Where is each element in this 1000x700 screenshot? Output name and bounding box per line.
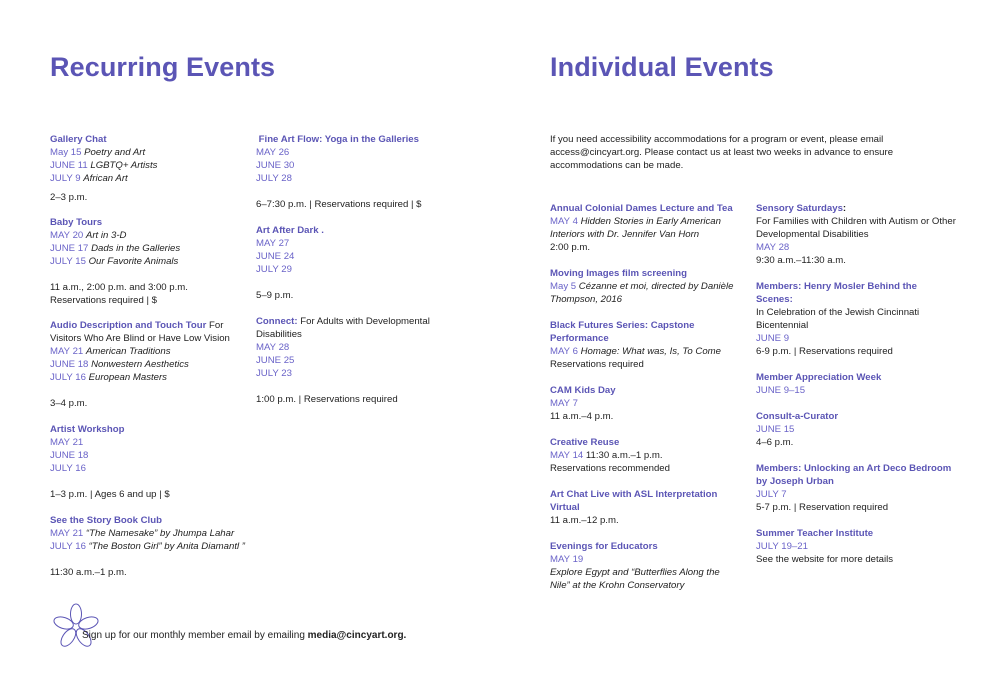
event-baby-tours	[50, 216, 245, 307]
individual-column-1	[550, 202, 740, 592]
event-topic: Art in 3-D	[85, 230, 127, 241]
event-date: MAY 28	[256, 342, 290, 353]
event-date: MAY 7	[550, 398, 578, 409]
event-date: JULY 16	[50, 463, 86, 474]
accessibility-intro: If you need accessibility accommodations for a program or event, please email access@cincyart.org. Please contact us at least two weeks in advance to ensure accommodations can be made.	[550, 134, 894, 171]
event-title: Art Chat Live with ASL Interpretation Virtual	[550, 489, 718, 513]
event-date: JUNE 24	[256, 251, 295, 262]
event-art-after-dark	[256, 224, 456, 302]
event-time: 1:00 p.m. | Reservations required	[256, 394, 398, 405]
recurring-events-heading: Recurring Events	[50, 52, 276, 82]
event-time: 11:30 a.m.–1 p.m.	[50, 567, 127, 578]
event-connect	[256, 315, 456, 406]
event-description: For Visitors Who Are Blind or Have Low Vision	[50, 320, 230, 344]
event-time: 2–3 p.m.	[50, 192, 88, 203]
event-time: 5-7 p.m. | Reservation required	[756, 502, 889, 513]
event-sensory-saturdays: Sensory Saturdays: For Families with Children with Autism or Other Developmental Disabilities MAY 28 9:30 a.m.–11:30 a.m.	[756, 203, 956, 266]
event-date: MAY 21	[50, 346, 84, 357]
event-topic: African Art	[83, 173, 128, 184]
event-title: See the Story Book Club	[50, 515, 162, 526]
event-date: JUNE 15	[756, 424, 795, 435]
event-time: 11 a.m., 2:00 p.m. and 3:00 p.m.	[50, 282, 188, 293]
event-title: Moving Images film screening	[550, 268, 688, 279]
event-time: 11:30 a.m.–1 p.m.	[583, 450, 663, 461]
event-title: Members: Unlocking an Art Deco Bedroom by Joseph Urban	[756, 463, 952, 487]
event-time: 1–3 p.m. | Ages 6 and up | $	[50, 489, 170, 500]
event-moving-images	[550, 267, 740, 306]
event-audio-description	[50, 319, 245, 410]
event-kids-day	[550, 384, 740, 423]
signup-email-link[interactable]: media@cincyart.org.	[307, 630, 407, 641]
event-date: JUNE 18	[50, 359, 89, 370]
event-title: Fine Art Flow: Yoga in the Galleries	[256, 134, 419, 145]
event-date: JUNE 30	[256, 160, 295, 171]
event-date: JUNE 25	[256, 355, 295, 366]
event-description: Cézanne et moi, directed by Danièle Thompson, 2016	[550, 281, 734, 305]
event-description: Homage: What was, Is, To Come	[577, 346, 721, 357]
event-date: MAY 21	[50, 528, 84, 539]
event-title: Baby Tours	[50, 217, 103, 228]
event-book-club	[50, 514, 245, 579]
event-date: JUNE 17	[50, 243, 89, 254]
event-time: 9:30 a.m.–11:30 a.m.	[756, 255, 846, 266]
event-date: MAY 28	[756, 242, 790, 253]
event-title: Audio Description and Touch Tour	[50, 320, 207, 331]
event-black-futures	[550, 319, 740, 371]
event-title: Consult-a-Curator	[756, 411, 839, 422]
event-topic: “The Boston Girl” by Anita Diamantl ”	[88, 541, 245, 552]
flower-logo-icon	[50, 601, 102, 653]
event-note: See the website for more details	[756, 554, 894, 565]
event-date: MAY 21	[50, 437, 84, 448]
event-evenings-educators	[550, 540, 740, 592]
event-title: Gallery Chat	[50, 134, 107, 145]
event-title: CAM Kids Day	[550, 385, 616, 396]
event-member-appreciation	[756, 371, 956, 397]
event-creative-reuse	[550, 436, 740, 475]
event-note: Reservations required	[550, 359, 644, 370]
event-topic: Our Favorite Animals	[88, 256, 179, 267]
event-topic: “The Namesake” by Jhumpa Lahar	[85, 528, 235, 539]
event-time: 2:00 p.m.	[550, 242, 590, 253]
event-date: JULY 16	[50, 541, 86, 552]
event-date: JULY 29	[256, 264, 292, 275]
event-time: 5–9 p.m.	[256, 290, 294, 301]
event-topic: Dads in the Galleries	[91, 243, 181, 254]
event-date: JULY 16	[50, 372, 86, 383]
event-title: Sensory Saturdays	[756, 203, 843, 214]
event-date: JULY 9	[50, 173, 81, 184]
event-title: Members: Henry Mosler Behind the Scenes:	[756, 281, 917, 305]
event-topic: Poetry and Art	[84, 147, 146, 158]
event-time: 11 a.m.–4 p.m.	[550, 411, 614, 422]
event-consult-curator	[756, 410, 956, 449]
event-title: Evenings for Educators	[550, 541, 658, 552]
event-topic: Nonwestern Aesthetics	[91, 359, 189, 370]
event-date: JUNE 9	[756, 333, 790, 344]
event-date: JUNE 11	[50, 160, 88, 171]
event-date: JUNE 18	[50, 450, 89, 461]
event-date: MAY 20	[50, 230, 84, 241]
event-date: JUNE 9–15	[756, 385, 806, 396]
event-topic: LGBTQ+ Artists	[90, 160, 158, 171]
event-title: Connect:	[256, 316, 298, 327]
event-description: Explore Egypt and “Butterflies Along the Nile” at the Krohn Conservatory	[550, 567, 720, 591]
event-title: Artist Workshop	[50, 424, 125, 435]
event-art-deco-bedroom	[756, 462, 956, 514]
event-description: Hidden Stories in Early American Interiors with Dr. Jennifer Van Horn	[550, 216, 721, 240]
event-art-chat-asl	[550, 488, 740, 527]
recurring-column-1	[50, 133, 245, 579]
event-date: MAY 14	[550, 450, 584, 461]
event-date: JULY 28	[256, 173, 292, 184]
event-henry-mosler	[756, 280, 956, 358]
individual-events-heading: Individual Events	[550, 52, 774, 82]
event-gallery-chat	[50, 133, 245, 204]
event-title: Member Appreciation Week	[756, 372, 882, 383]
event-date: May 15	[50, 147, 82, 158]
event-title: Black Futures Series: Capstone Performance	[550, 320, 695, 344]
event-title: Summer Teacher Institute	[756, 528, 874, 539]
event-date: JULY 15	[50, 256, 86, 267]
event-date: MAY 4	[550, 216, 578, 227]
event-description: For Adults with Developmental Disabilities	[256, 316, 430, 340]
event-yoga	[256, 133, 456, 211]
event-date: MAY 27	[256, 238, 290, 249]
event-date: JULY 19–21	[756, 541, 808, 552]
individual-column-2	[756, 202, 956, 566]
event-date: MAY 6	[550, 346, 578, 357]
event-date: MAY 26	[256, 147, 290, 158]
event-time: 6-9 p.m. | Reservations required	[756, 346, 893, 357]
event-title: Annual Colonial Dames Lecture and Tea	[550, 203, 733, 214]
event-colonial-dames	[550, 202, 740, 254]
event-description: In Celebration of the Jewish Cincinnati Bicentennial	[756, 307, 920, 331]
recurring-column-2	[256, 133, 456, 406]
event-summer-teacher	[756, 527, 956, 566]
event-topic: European Masters	[88, 372, 167, 383]
event-artist-workshop	[50, 423, 245, 501]
event-time: 3–4 p.m.	[50, 398, 88, 409]
event-date: MAY 19	[550, 554, 584, 565]
event-time: 6–7:30 p.m. | Reservations required | $	[256, 199, 422, 210]
event-title: Art After Dark .	[256, 225, 324, 236]
newsletter-signup	[82, 629, 406, 643]
signup-text: Sign up for our monthly member email by emailing	[82, 630, 308, 641]
event-note: Reservations required | $	[50, 295, 158, 306]
event-date: JULY 23	[256, 368, 292, 379]
event-title: Creative Reuse	[550, 437, 620, 448]
event-note: Reservations recommended	[550, 463, 670, 474]
event-date: JULY 7	[756, 489, 787, 500]
event-topic: American Traditions	[85, 346, 171, 357]
event-date: May 5	[550, 281, 577, 292]
event-time: 4–6 p.m.	[756, 437, 794, 448]
event-description: For Families with Children with Autism or Other Developmental Disabilities	[756, 216, 956, 240]
event-time: 11 a.m.–12 p.m.	[550, 515, 619, 526]
